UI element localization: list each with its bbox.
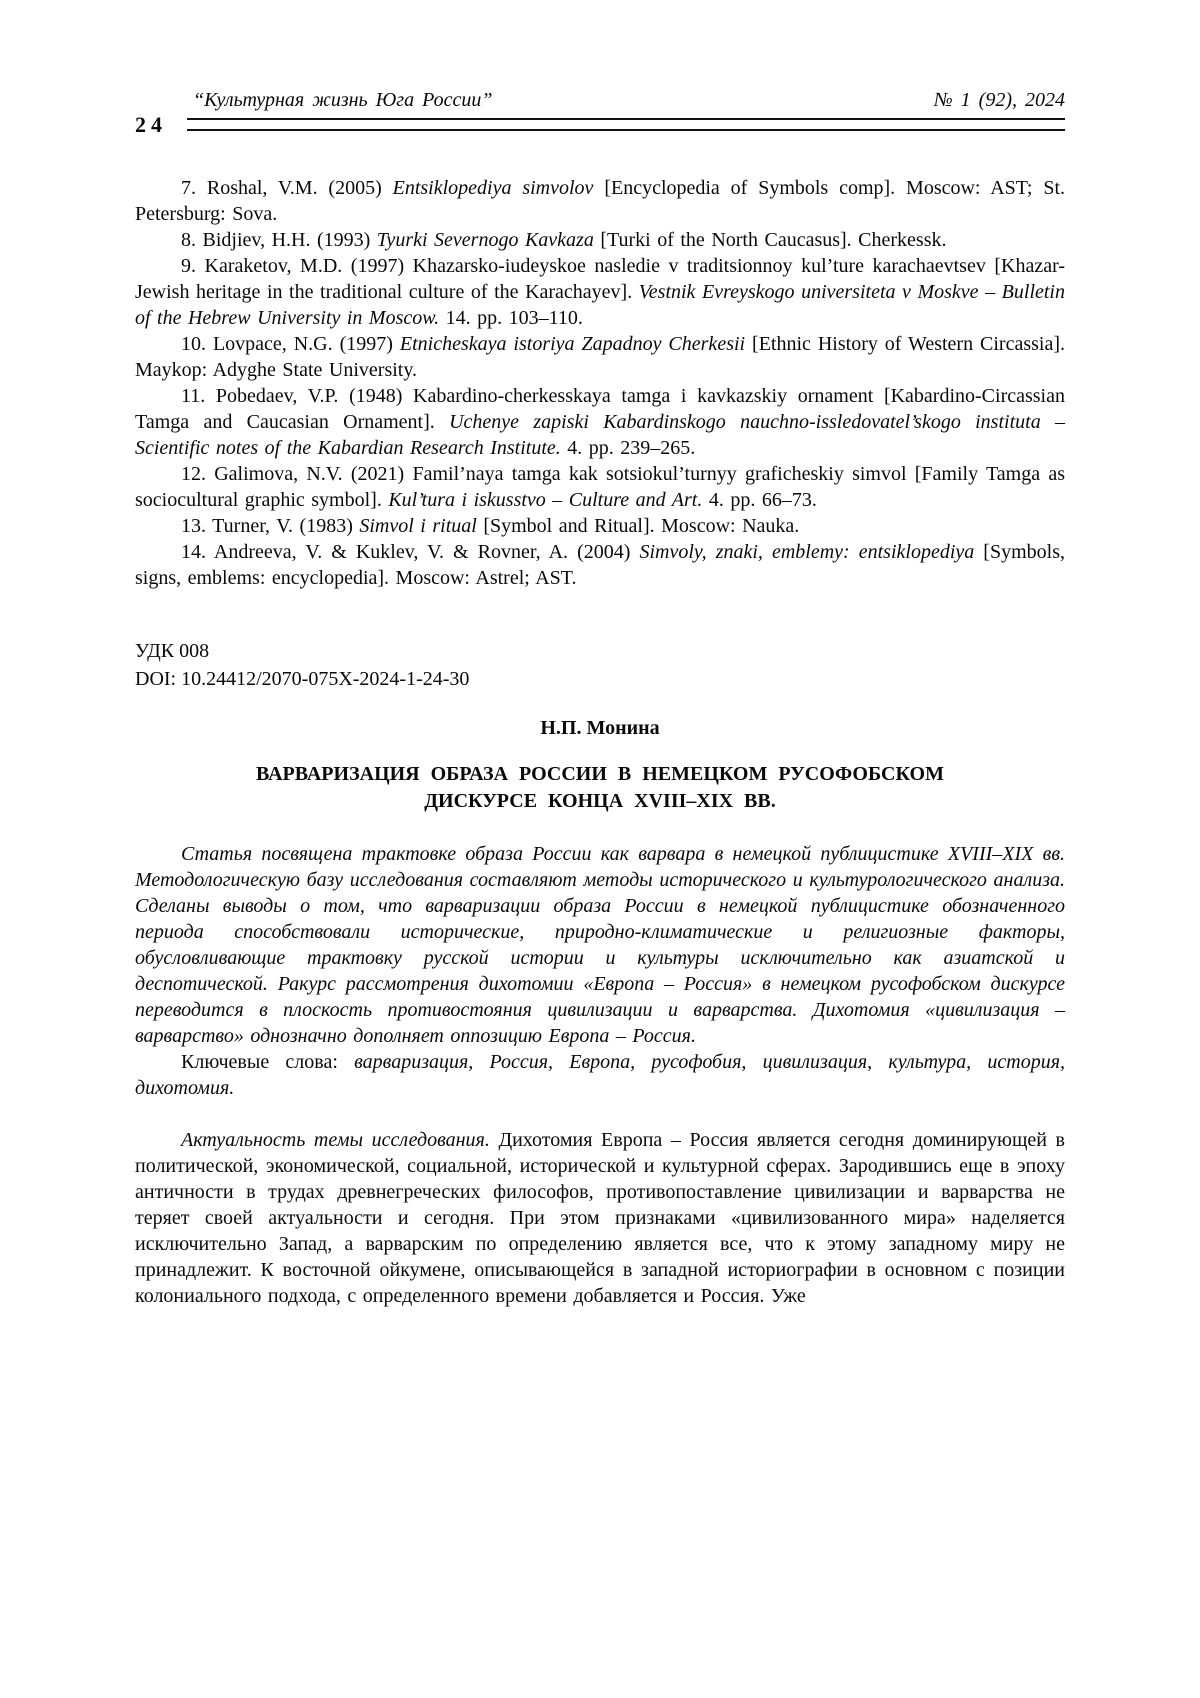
text-segment: варваризация, Россия, Европа, русофобия, цивилизация, культура, история, дихотомия.: [135, 1051, 1065, 1099]
text-segment: Uchenye zapiski Kabardinskogo nauchno-issledovatel’skogo instituta – Scientific notes of the Kabardian Research Institute.: [135, 411, 1066, 459]
text-segment: 10. Lovpace, N.G. (1997): [181, 333, 400, 355]
text-segment: 8. Bidjiev, H.H. (1993): [181, 229, 377, 251]
reference-item: [135, 383, 1065, 461]
reference-item: [135, 331, 1065, 383]
page-number: 24: [135, 112, 167, 137]
text-segment: 14. pp. 103–110.: [439, 307, 583, 329]
doi-line: DOI: 10.24412/2070-075X-2024-1-24-30: [135, 668, 470, 690]
reference-item: [135, 461, 1065, 513]
body-block: [135, 1127, 1065, 1309]
running-head: [135, 88, 1065, 112]
text-segment: Entsiklopediya simvolov: [392, 177, 594, 199]
text-segment: Статья посвящена трактовке образа России как варвара в немецкой публицистике XVIII–XIX вв. Методологическую базу исследования составляют методы исторического и культурологического анализа. Сделаны выводы о том, что варваризации образа России в немецкой публицистике обозначенного периода способствовали исторические, природно-климатические и религиозные факторы, обусловливающие трактовку русской истории и культуры исключительно как азиатской и деспотической. Ракурс рассмотрения дихотомии «Европа – Россия» в немецком русофобском дискурсе переводится в плоскость противостояния цивилизации и варварства. Дихотомия «цивилизация – варварство» однозначно дополняет оппозицию Европа – Россия.: [135, 843, 1065, 1047]
journal-title: “Культурная жизнь Юга России”: [193, 89, 493, 111]
article-author: Н.П. Монина: [540, 717, 660, 739]
text-segment: Ключевые слова:: [181, 1051, 355, 1073]
abstract-block: [135, 841, 1065, 1101]
text-segment: Simvoly, znaki, emblemy: entsiklopediya: [639, 541, 975, 563]
issue-info: № 1 (92), 2024: [933, 89, 1065, 111]
text-segment: Kul’tura i iskusstvo – Culture and Art.: [388, 489, 703, 511]
text-segment: Vestnik Evreyskogo universiteta v Moskve – Bulletin of the Hebrew University in Moscow.: [135, 281, 1065, 329]
udk-line: УДК 008: [135, 640, 210, 662]
text-segment: Актуальность темы исследования.: [181, 1129, 490, 1151]
article-meta: [135, 637, 1065, 693]
text-segment: [Ethnic History of Western Circassia]. Maykop: Adyghe State University.: [135, 333, 1065, 381]
header-rules: [187, 118, 1065, 131]
text-segment: 13. Turner, V. (1983): [181, 515, 360, 537]
text-segment: Etnicheskaya istoriya Zapadnoy Cherkesii: [399, 333, 746, 355]
reference-item: [135, 539, 1065, 591]
reference-item: [135, 253, 1065, 331]
text-segment: [Symbol and Ritual]. Moscow: Nauka.: [476, 515, 800, 537]
text-segment: Tyurki Severnogo Kavkaza: [376, 229, 594, 251]
text-segment: 14. Andreeva, V. & Kuklev, V. & Rovner, A. (2004): [181, 541, 640, 563]
text-segment: 4. pp. 239–265.: [560, 437, 696, 459]
body-paragraph: [135, 1127, 1065, 1309]
article-title: ВАРВАРИЗАЦИЯ ОБРАЗА РОССИИ В НЕМЕЦКОМ РУСОФОБСКОМ ДИСКУРСЕ КОНЦА XVIII–XIX ВВ.: [256, 763, 944, 812]
text-segment: [Turki of the North Caucasus]. Cherkessk.: [593, 229, 947, 251]
keywords-paragraph: [135, 1049, 1065, 1101]
text-segment: [Symbols, signs, emblems: encyclopedia]. Moscow: Astrel; AST.: [135, 541, 1065, 589]
references-list: [135, 175, 1065, 591]
reference-item: [135, 227, 1065, 253]
reference-item: [135, 513, 1065, 539]
text-segment: [Encyclopedia of Symbols comp]. Moscow: AST; St. Petersburg: Sova.: [135, 177, 1066, 225]
abstract-paragraph: [135, 841, 1065, 1049]
text-segment: 11. Pobedaev, V.P. (1948) Kabardino-cherkesskaya tamga i kavkazskiy ornament [Kabardino-Circassian Tamga and Caucasian Ornament].: [135, 385, 1065, 433]
reference-item: [135, 175, 1065, 227]
page-header: [135, 88, 1065, 137]
text-segment: 4. pp. 66–73.: [702, 489, 817, 511]
header-rule-bottom: [187, 129, 1065, 131]
header-rule-top: [187, 118, 1065, 120]
text-segment: 7. Roshal, V.M. (2005): [181, 177, 393, 199]
text-segment: Дихотомия Европа – Россия является сегодня доминирующей в политической, экономической, социальной, исторической и культурной сферах. Зародившись еще в эпоху античности в трудах древнегреческих философов, противопоставление цивилизации и варварства не теряет своей актуальности и сегодня. При этом признаками «цивилизованного мира» наделяется исключительно Запад, а варварским по определению является все, что к этому западному миру не принадлежит. К восточной ойкумене, описывающейся в западной историографии в основном с позиции колониального подхода, с определенного времени добавляется и Россия. Уже: [135, 1129, 1065, 1307]
text-segment: Simvol i ritual: [359, 515, 477, 537]
text-segment: 9. Karaketov, M.D. (1997) Khazarsko-iudeyskoe nasledie v traditsionnoy kul’ture karachaevtsev [Khazar-Jewish heritage in the traditional culture of the Karachayev].: [135, 255, 1065, 303]
text-segment: 12. Galimova, N.V. (2021) Famil’naya tamga kak sotsiokul’turnyy graficheskiy simvol [Family Tamga as sociocultural graphic symbol].: [135, 463, 1065, 511]
